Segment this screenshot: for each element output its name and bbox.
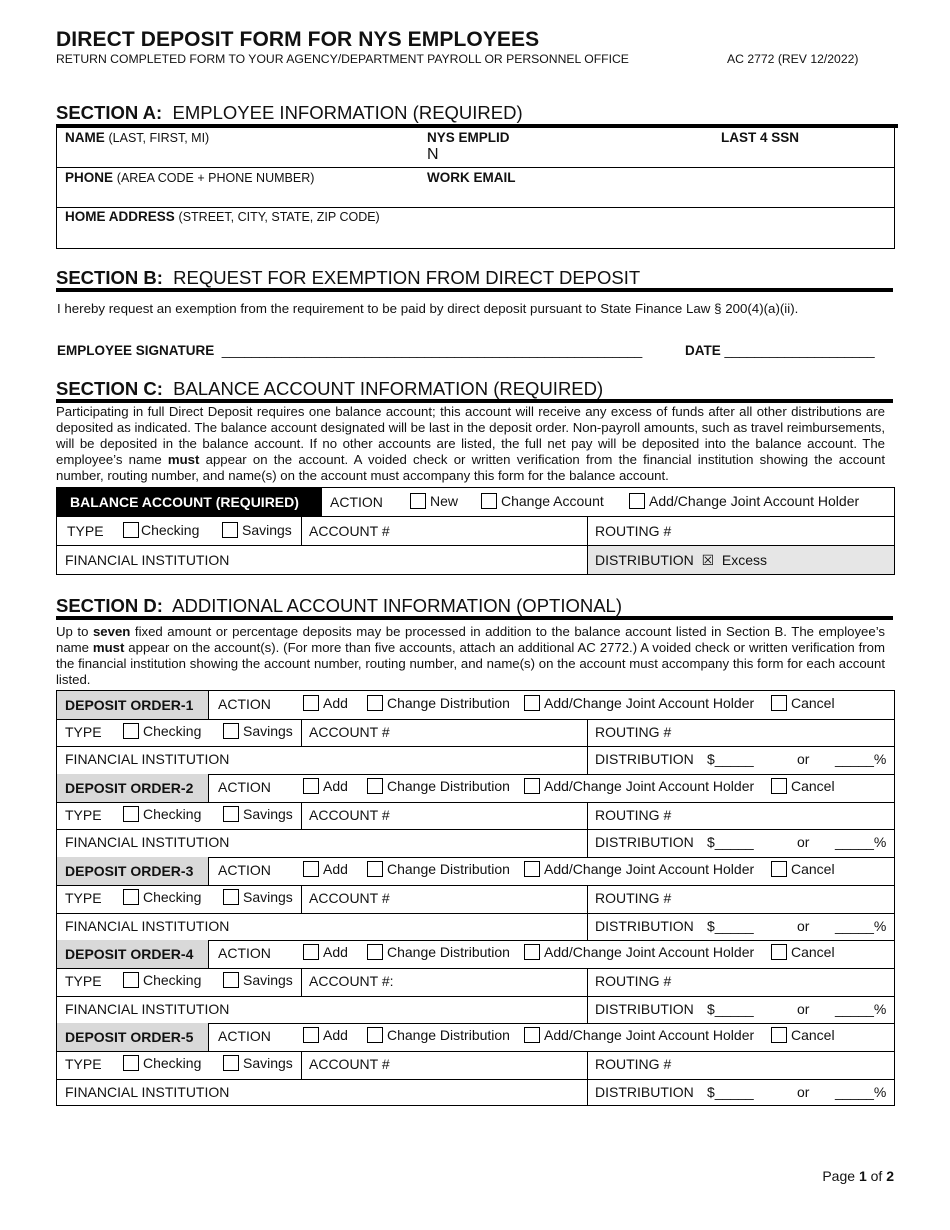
section-a-table — [56, 127, 895, 249]
signature-field[interactable]: ________________________________________________________ — [221, 343, 643, 358]
checking-option[interactable]: Checking — [123, 723, 201, 739]
change-distribution-checkbox[interactable] — [367, 861, 383, 877]
distribution-label: DISTRIBUTION — [595, 751, 694, 768]
financial-institution-label: FINANCIAL INSTITUTION — [65, 751, 230, 768]
type-label: TYPE — [65, 1056, 102, 1073]
account-number-label: ACCOUNT # — [309, 889, 390, 906]
routing-number-label: ROUTING # — [595, 723, 672, 740]
add-checkbox[interactable] — [303, 861, 319, 877]
savings-checkbox[interactable] — [222, 522, 238, 538]
add-checkbox[interactable] — [303, 944, 319, 960]
joint-holder-option[interactable]: Add/Change Joint Account Holder — [524, 695, 754, 711]
section-b-heading: SECTION B: REQUEST FOR EXEMPTION FROM DIRECT DEPOSIT — [56, 267, 641, 288]
section-a-heading: SECTION A: EMPLOYEE INFORMATION (REQUIRED) — [56, 102, 523, 123]
percent-field[interactable]: _____% — [835, 751, 887, 768]
checking-option[interactable]: Checking — [123, 889, 201, 905]
email-field[interactable] — [427, 187, 877, 205]
routing-number-label: ROUTING # — [595, 1056, 672, 1073]
checking-option[interactable]: Checking — [123, 522, 199, 538]
emplid-label: NYS EMPLID — [427, 130, 510, 145]
action-label: ACTION — [218, 779, 271, 796]
signature-row: EMPLOYEE SIGNATURE ________________________________________________________ — [57, 343, 643, 358]
section-b-rule — [56, 288, 893, 292]
add-checkbox[interactable] — [303, 695, 319, 711]
joint-holder-checkbox[interactable] — [524, 861, 540, 877]
amount-field[interactable]: $_____ — [707, 751, 754, 768]
savings-checkbox[interactable] — [223, 1055, 239, 1071]
type-label: TYPE — [67, 523, 104, 539]
joint-holder-option[interactable]: Add/Change Joint Account Holder — [524, 861, 754, 877]
checking-checkbox[interactable] — [123, 522, 139, 538]
deposit-order-2 — [57, 774, 894, 857]
amount-field[interactable]: $_____ — [707, 917, 754, 934]
add-option[interactable]: Add — [303, 778, 348, 794]
change-distribution-checkbox[interactable] — [367, 695, 383, 711]
action-label: ACTION — [218, 862, 271, 879]
savings-checkbox[interactable] — [223, 889, 239, 905]
savings-option[interactable]: Savings — [223, 889, 293, 905]
cancel-option[interactable]: Cancel — [771, 1027, 835, 1043]
ssn-label: LAST 4 SSN — [721, 130, 800, 145]
balance-account-header: BALANCE ACCOUNT (REQUIRED) — [57, 488, 322, 516]
section-d-heading: SECTION D: ADDITIONAL ACCOUNT INFORMATION (OPTIONAL) — [56, 595, 623, 616]
checking-checkbox[interactable] — [123, 972, 139, 988]
joint-holder-option[interactable]: Add/Change Joint Account Holder — [524, 778, 754, 794]
cancel-checkbox[interactable] — [771, 695, 787, 711]
add-checkbox[interactable] — [303, 778, 319, 794]
routing-number-label: ROUTING # — [595, 972, 672, 989]
phone-label: PHONE (AREA CODE + PHONE NUMBER) — [65, 170, 315, 185]
address-label: HOME ADDRESS (STREET, CITY, STATE, ZIP CODE) — [65, 209, 380, 224]
section-c-rule — [56, 399, 893, 403]
section-d-rule — [56, 616, 893, 620]
deposit-order-title: DEPOSIT ORDER-2 — [57, 774, 209, 802]
distribution-label: DISTRIBUTION — [595, 834, 694, 851]
checking-checkbox[interactable] — [123, 1055, 139, 1071]
joint-holder-option[interactable]: Add/Change Joint Account Holder — [524, 1027, 754, 1043]
or-label: or — [797, 1083, 810, 1100]
or-label: or — [797, 917, 810, 934]
change-account-option[interactable]: Change Account — [481, 493, 604, 509]
type-label: TYPE — [65, 889, 102, 906]
or-label: or — [797, 751, 810, 768]
savings-option[interactable]: Savings — [223, 806, 293, 822]
change-distribution-option[interactable]: Change Distribution — [367, 695, 510, 711]
joint-holder-checkbox[interactable] — [524, 778, 540, 794]
name-label: NAME (LAST, FIRST, MI) — [65, 130, 210, 145]
date-field[interactable]: ____________________ — [724, 343, 875, 358]
new-checkbox[interactable] — [410, 493, 426, 509]
phone-field[interactable] — [65, 187, 415, 205]
cancel-checkbox[interactable] — [771, 861, 787, 877]
joint-holder-checkbox[interactable] — [524, 695, 540, 711]
cancel-checkbox[interactable] — [771, 944, 787, 960]
add-checkbox[interactable] — [303, 1027, 319, 1043]
change-distribution-option[interactable]: Change Distribution — [367, 861, 510, 877]
checking-checkbox[interactable] — [123, 806, 139, 822]
checking-checkbox[interactable] — [123, 889, 139, 905]
change-distribution-checkbox[interactable] — [367, 778, 383, 794]
change-distribution-option[interactable]: Change Distribution — [367, 778, 510, 794]
excess-checkbox: ☒ — [701, 552, 715, 568]
financial-institution-label: FINANCIAL INSTITUTION — [65, 917, 230, 934]
deposit-orders-table — [56, 690, 895, 1106]
joint-holder-checkbox[interactable] — [629, 493, 645, 509]
routing-number-label: ROUTING # — [595, 806, 672, 823]
checking-option[interactable]: Checking — [123, 1055, 201, 1071]
cancel-option[interactable]: Cancel — [771, 695, 835, 711]
savings-checkbox[interactable] — [223, 723, 239, 739]
change-account-checkbox[interactable] — [481, 493, 497, 509]
financial-institution-label: FINANCIAL INSTITUTION — [65, 552, 230, 568]
form-title: DIRECT DEPOSIT FORM FOR NYS EMPLOYEES — [56, 28, 540, 51]
exemption-text: I hereby request an exemption from the requirement to be paid by direct deposit pursuant to State Finance Law § 200(4)(a)(ii). — [57, 301, 799, 316]
checking-checkbox[interactable] — [123, 723, 139, 739]
amount-field[interactable]: $_____ — [707, 834, 754, 851]
savings-option[interactable]: Savings — [222, 522, 292, 538]
change-distribution-option[interactable]: Change Distribution — [367, 1027, 510, 1043]
change-distribution-checkbox[interactable] — [367, 944, 383, 960]
joint-holder-checkbox[interactable] — [524, 944, 540, 960]
account-number-label: ACCOUNT # — [309, 1056, 390, 1073]
cancel-option[interactable]: Cancel — [771, 861, 835, 877]
add-option[interactable]: Add — [303, 1027, 348, 1043]
savings-option[interactable]: Savings — [223, 723, 293, 739]
deposit-order-title: DEPOSIT ORDER-5 — [57, 1023, 209, 1051]
new-option[interactable]: New — [410, 493, 458, 509]
deposit-order-5 — [57, 1023, 894, 1106]
ssn-field[interactable] — [721, 147, 881, 165]
account-number-label: ACCOUNT #: — [309, 972, 394, 989]
balance-account-table — [56, 487, 895, 575]
distribution-label: DISTRIBUTION — [595, 917, 694, 934]
financial-institution-label: FINANCIAL INSTITUTION — [65, 1083, 230, 1100]
distribution-label: DISTRIBUTION — [595, 1083, 694, 1100]
distribution-label: DISTRIBUTION ☒ Excess — [595, 552, 768, 568]
address-field[interactable] — [65, 226, 885, 244]
action-label: ACTION — [218, 696, 271, 712]
savings-option[interactable]: Savings — [223, 972, 293, 988]
deposit-order-title: DEPOSIT ORDER-4 — [57, 940, 209, 968]
or-label: or — [797, 1000, 810, 1017]
deposit-order-4 — [57, 940, 894, 1023]
deposit-order-title: DEPOSIT ORDER-1 — [57, 691, 209, 719]
email-label: WORK EMAIL — [427, 170, 516, 185]
change-distribution-option[interactable]: Change Distribution — [367, 944, 510, 960]
deposit-order-1 — [57, 691, 894, 774]
percent-field[interactable]: _____% — [835, 917, 887, 934]
date-row: DATE ____________________ — [685, 343, 875, 358]
add-option[interactable]: Add — [303, 695, 348, 711]
section-c-paragraph: Participating in full Direct Deposit requires one balance account; this account will receive any excess of funds after all other distributions are deposited as indicated. The balance account designated will be last in the deposit order. Non-payroll amounts, such as travel reimbursements, will be deposited in the balance account. If no other accounts are listed, the full net pay will be deposited into the balance account. The employee’s name must appear on the account. A voided check or written verification from the financial institution showing the account number, routing number, and name(s) on the account must accompany this form for the balance account. — [56, 404, 885, 483]
cancel-checkbox[interactable] — [771, 778, 787, 794]
amount-field[interactable]: $_____ — [707, 1000, 754, 1017]
add-option[interactable]: Add — [303, 944, 348, 960]
type-label: TYPE — [65, 972, 102, 989]
type-label: TYPE — [65, 806, 102, 823]
distribution-label: DISTRIBUTION — [595, 1000, 694, 1017]
deposit-order-title: DEPOSIT ORDER-3 — [57, 857, 209, 885]
financial-institution-label: FINANCIAL INSTITUTION — [65, 1000, 230, 1017]
type-label: TYPE — [65, 723, 102, 740]
page-number: Page 1 of 2 — [822, 1168, 894, 1184]
form-subtitle: RETURN COMPLETED FORM TO YOUR AGENCY/DEPARTMENT PAYROLL OR PERSONNEL OFFICE — [56, 52, 629, 66]
joint-holder-checkbox[interactable] — [524, 1027, 540, 1043]
cancel-option[interactable]: Cancel — [771, 778, 835, 794]
action-label: ACTION — [218, 1028, 271, 1045]
joint-holder-option[interactable]: Add/Change Joint Account Holder — [524, 944, 754, 960]
emplid-field[interactable]: N — [427, 146, 439, 163]
account-number-label: ACCOUNT # — [309, 523, 390, 539]
deposit-order-3 — [57, 857, 894, 940]
savings-option[interactable]: Savings — [223, 1055, 293, 1071]
cancel-option[interactable]: Cancel — [771, 944, 835, 960]
section-d-paragraph: Up to seven fixed amount or percentage deposits may be processed in addition to the balance account listed in Section B. The employee’s name must appear on the account(s). (For more than five accounts, attach an additional AC 2772.) A voided check or written verification from the financial institution showing the account number, routing number, and name(s) on the account must accompany this form for each account listed. — [56, 624, 886, 687]
account-number-label: ACCOUNT # — [309, 806, 390, 823]
action-label: ACTION — [218, 945, 271, 962]
add-option[interactable]: Add — [303, 861, 348, 877]
savings-checkbox[interactable] — [223, 806, 239, 822]
name-field[interactable] — [65, 147, 415, 165]
or-label: or — [797, 834, 810, 851]
amount-field[interactable]: $_____ — [707, 1083, 754, 1100]
change-distribution-checkbox[interactable] — [367, 1027, 383, 1043]
account-number-label: ACCOUNT # — [309, 723, 390, 740]
percent-field[interactable]: _____% — [835, 1083, 887, 1100]
joint-holder-option[interactable]: Add/Change Joint Account Holder — [629, 493, 859, 509]
percent-field[interactable]: _____% — [835, 834, 887, 851]
form-number: AC 2772 (REV 12/2022) — [727, 52, 859, 66]
section-c-heading: SECTION C: BALANCE ACCOUNT INFORMATION (REQUIRED) — [56, 378, 604, 399]
financial-institution-label: FINANCIAL INSTITUTION — [65, 834, 230, 851]
savings-checkbox[interactable] — [223, 972, 239, 988]
action-label: ACTION — [330, 494, 383, 510]
routing-number-label: ROUTING # — [595, 889, 672, 906]
percent-field[interactable]: _____% — [835, 1000, 887, 1017]
routing-number-label: ROUTING # — [595, 523, 672, 539]
checking-option[interactable]: Checking — [123, 972, 201, 988]
checking-option[interactable]: Checking — [123, 806, 201, 822]
cancel-checkbox[interactable] — [771, 1027, 787, 1043]
